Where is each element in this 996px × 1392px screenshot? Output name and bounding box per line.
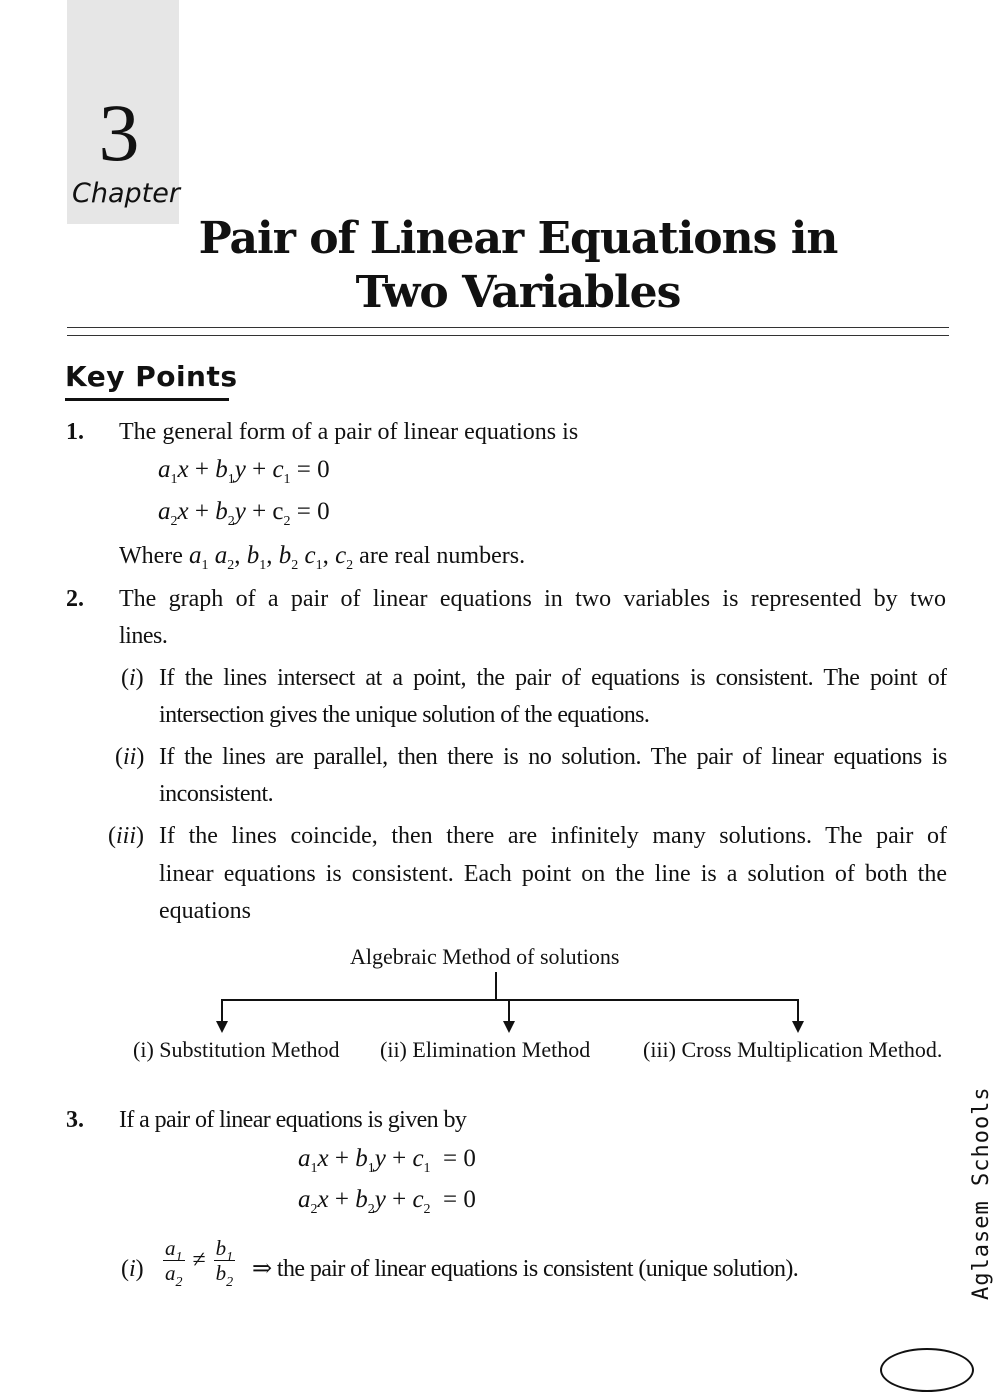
given-equation-2: $a_2x + b_2y + c_2 = 0$ — [298, 1186, 476, 1217]
sidebar-watermark-text: Aglasem Schools — [969, 1086, 994, 1300]
condition-i-formula: $\frac{a_1}{a_2}$ ≠ $\frac{b_1}{b_2}$ — [165, 1236, 234, 1290]
general-equation-1: $a_1x + b_1y + c_1 = 0$ — [158, 456, 330, 487]
title-line-1: Pair of Linear Equations in — [198, 213, 838, 264]
point-1-number: 1. — [66, 419, 84, 445]
item-iii-marker: (iii) — [108, 823, 145, 849]
fraction-a1-over-a2: $\frac{a_1}{a_2}$ — [165, 1236, 183, 1290]
point-2-text-line-2: lines. — [119, 623, 168, 649]
key-points-underline — [65, 398, 229, 401]
where-tail: are real numbers. — [359, 543, 526, 569]
diagram-branch-left — [221, 999, 223, 1021]
condition-i-marker: (i) — [121, 1256, 144, 1282]
key-points-heading: Key Points — [65, 360, 238, 393]
condition-i-text: ⇒ the pair of linear equations is consistent (unique solution). — [252, 1256, 799, 1282]
title-rule-top — [67, 327, 949, 328]
point-1-where-line — [119, 537, 525, 575]
diagram-leaf-substitution: (i) Substitution Method — [133, 1037, 340, 1062]
item-iii-line-2: linear equations is consistent. Each point on the line is a solution of both the — [159, 861, 947, 887]
item-ii-line-2: inconsistent. — [159, 781, 274, 807]
item-iii-line-3: equations — [159, 898, 251, 924]
diagram-leaf-cross-multiplication: (iii) Cross Multiplication Method. — [643, 1037, 943, 1062]
diagram-leaf-elimination: (ii) Elimination Method — [380, 1037, 591, 1062]
item-i-line-2: intersection gives the unique solution of the equations. — [159, 702, 650, 728]
diagram-stem — [495, 972, 497, 1000]
coefficients-list: $a_1$ $a_2$, $b_1$, $b_2$ $c_1$, $c_2$ — [188, 542, 354, 573]
general-equation-2: $a_2x + b_2y + c_2 = 0$ — [158, 498, 330, 529]
point-3-number: 3. — [66, 1107, 84, 1133]
title-line-2: Two Variables — [355, 267, 681, 318]
point-3-text: If a pair of linear equations is given by — [119, 1107, 467, 1133]
arrow-down-icon — [216, 1021, 228, 1033]
item-i-line-1: If the lines intersect at a point, the pair of equations is consistent. The point of — [159, 665, 947, 691]
point-1-text: The general form of a pair of linear equations is — [119, 419, 579, 445]
point-2-text-line-1: The graph of a pair of linear equations in two variables is represented by two — [119, 586, 946, 612]
where-label: Where — [119, 543, 183, 569]
diagram-branch-middle — [508, 999, 510, 1021]
item-iii-line-1: If the lines coincide, then there are infinitely many solutions. The pair of — [159, 823, 947, 849]
chapter-label: Chapter — [72, 178, 180, 209]
chapter-number: 3 — [98, 87, 140, 178]
diagram-branch-right — [797, 999, 799, 1021]
fraction-b1-over-b2: $\frac{b_1}{b_2}$ — [215, 1236, 234, 1290]
item-i-marker: (i) — [121, 665, 144, 691]
diagram-root-label: Algebraic Method of solutions — [350, 944, 620, 969]
item-ii-line-1: If the lines are parallel, then there is no solution. The pair of linear equations is — [159, 744, 947, 770]
item-ii-marker: (ii) — [115, 744, 145, 770]
point-2-number: 2. — [66, 586, 84, 612]
diagram-branch-bar — [221, 999, 799, 1001]
page-title — [180, 212, 856, 320]
title-rule-bottom — [67, 335, 949, 336]
arrow-down-icon — [503, 1021, 515, 1033]
arrow-down-icon — [792, 1021, 804, 1033]
given-equation-1: $a_1x + b_1y + c_1 = 0$ — [298, 1145, 476, 1176]
